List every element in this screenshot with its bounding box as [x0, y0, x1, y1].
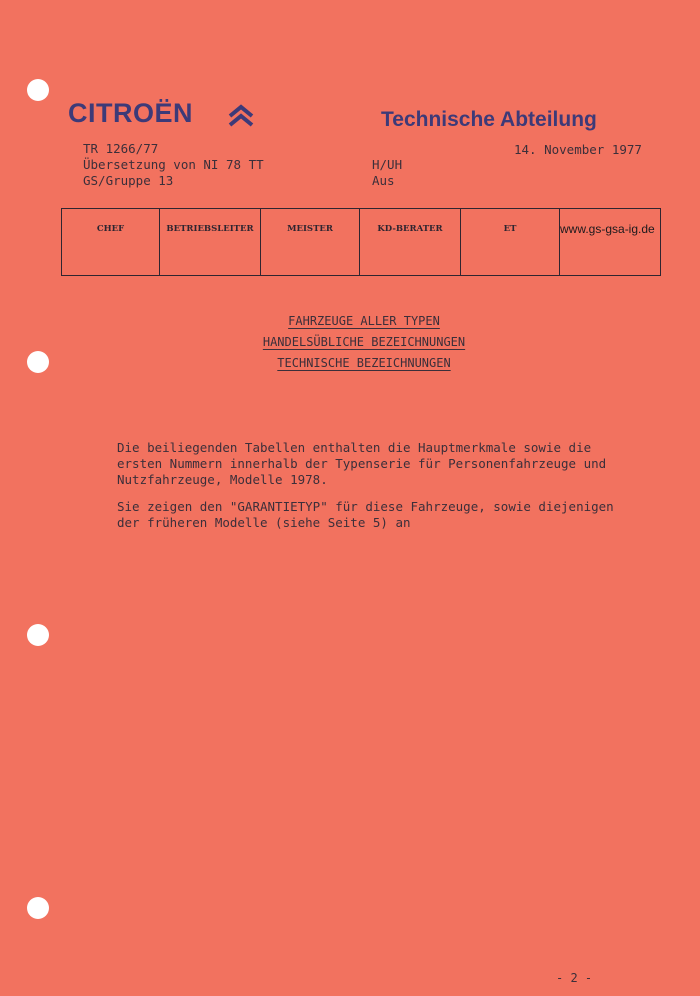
distribution-cell-chef: CHEF [62, 209, 160, 275]
distribution-cell-kd-berater: KD-BERATER [360, 209, 461, 275]
punch-hole [27, 79, 49, 101]
paragraph-line: Nutzfahrzeuge, Modelle 1978. [117, 472, 328, 487]
distribution-cell-et: ET [461, 209, 560, 275]
title-line: TECHNISCHE BEZEICHNUNGEN [277, 356, 451, 370]
double-chevron-logo-icon [227, 104, 255, 128]
reference-line: Übersetzung von NI 78 TT [83, 157, 264, 172]
paragraph-line: ersten Nummern innerhalb der Typenserie für Personenfahrzeuge und [117, 456, 607, 471]
paragraph-line: Die beiliegenden Tabellen enthalten die Hauptmerkmale sowie die [117, 440, 592, 455]
title-line: HANDELSÜBLICHE BEZEICHNUNGEN [262, 335, 466, 349]
distribution-cell-website [560, 209, 659, 275]
reference-line: TR 1266/77 [83, 141, 159, 156]
page-number: - 2 - [556, 971, 593, 985]
website-watermark: www.gs-gsa-ig.de [560, 222, 655, 236]
routing-line: Aus [372, 173, 395, 188]
title-line: FAHRZEUGE ALLER TYPEN [288, 314, 440, 328]
distribution-table [61, 208, 661, 276]
punch-hole [27, 624, 49, 646]
department-title: Technische Abteilung [381, 108, 597, 131]
brand-logo-text: CITROËN [68, 98, 193, 128]
distribution-cell-betriebsleiter: BETRIEBSLEITER [160, 209, 261, 275]
distribution-cell-meister: MEISTER [261, 209, 360, 275]
punch-hole [27, 897, 49, 919]
paragraph-line: der früheren Modelle (siehe Seite 5) an [117, 515, 411, 530]
paragraph-line: Sie zeigen den "GARANTIETYP" für diese Fahrzeuge, sowie diejenigen [117, 499, 614, 514]
routing-line: H/UH [372, 157, 403, 172]
reference-line: GS/Gruppe 13 [83, 173, 174, 188]
document-date: 14. November 1977 [514, 142, 642, 157]
